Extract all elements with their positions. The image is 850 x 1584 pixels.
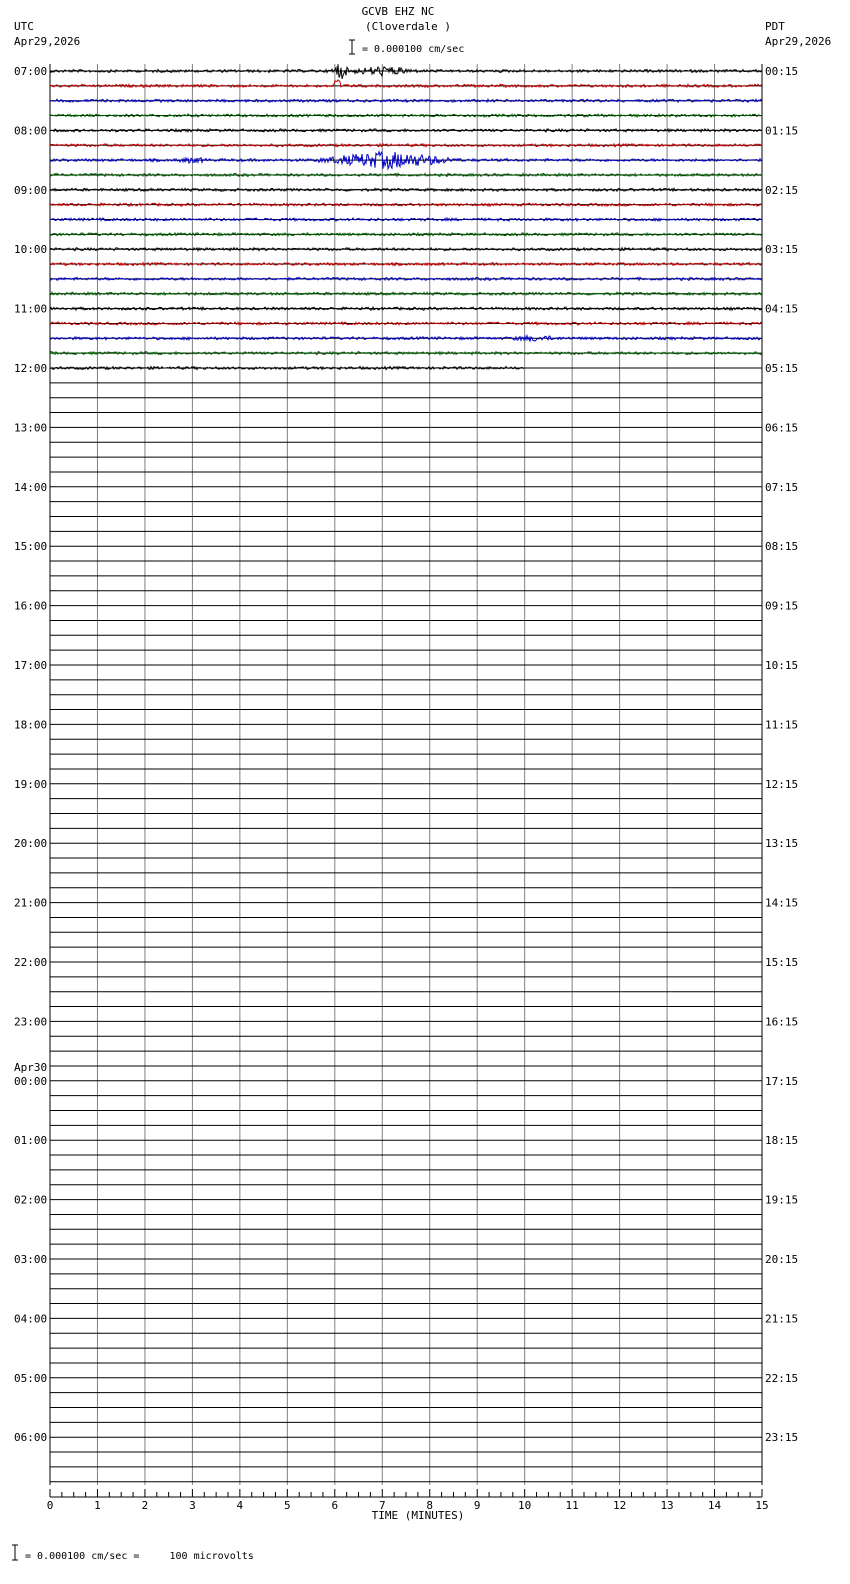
right-time-label: 05:15 — [765, 362, 799, 375]
x-tick-label: 13 — [660, 1499, 674, 1512]
right-time-label: 00:15 — [765, 65, 799, 78]
seismic-trace-row-0 — [50, 64, 762, 78]
left-time-label: 00:00 — [14, 1074, 48, 1088]
x-tick-label: 12 — [612, 1499, 627, 1512]
x-tick-label: 3 — [189, 1499, 196, 1512]
left-time-labels — [14, 65, 47, 1444]
right-time-label: 22:15 — [765, 1371, 799, 1385]
x-tick-label: 8 — [426, 1499, 434, 1512]
x-tick-label: 4 — [236, 1499, 244, 1512]
left-time-label: 15:00 — [14, 540, 48, 554]
left-time-label: 10:00 — [14, 243, 48, 257]
plot-grid — [50, 64, 762, 1485]
right-time-label: 10:15 — [765, 659, 799, 672]
left-time-label: 09:00 — [14, 183, 48, 197]
left-time-label: 20:00 — [14, 837, 48, 851]
right-zone: PDT — [765, 20, 785, 33]
left-time-label: 16:00 — [14, 599, 48, 613]
right-time-label: 06:15 — [765, 421, 799, 435]
right-time-label: 04:15 — [765, 302, 799, 316]
seismic-trace-row-7 — [50, 173, 762, 176]
station-title: GCVB EHZ NC — [361, 5, 435, 18]
right-time-label: 18:15 — [765, 1134, 799, 1148]
left-date-label: Apr30 — [14, 1060, 48, 1074]
x-tick-label: 6 — [331, 1499, 339, 1512]
footer-scale-text: = 0.000100 cm/sec = 100 microvolts — [25, 1551, 254, 1562]
x-tick-label: 15 — [755, 1499, 769, 1512]
right-time-label: 07:15 — [765, 480, 799, 494]
left-time-label: 14:00 — [14, 480, 48, 494]
right-time-label: 12:15 — [765, 777, 799, 791]
right-time-label: 17:15 — [765, 1074, 799, 1088]
left-zone: UTC — [14, 20, 34, 33]
right-time-label: 08:15 — [765, 540, 799, 554]
row-baselines — [50, 71, 762, 1482]
seismic-trace-row-11 — [50, 233, 762, 236]
right-time-label: 15:15 — [765, 956, 799, 969]
left-time-label: 19:00 — [14, 777, 48, 791]
left-time-label: 22:00 — [14, 956, 48, 969]
x-tick-label: 11 — [565, 1499, 579, 1512]
right-time-label: 21:15 — [765, 1312, 799, 1326]
x-tick-label: 14 — [707, 1499, 722, 1512]
station-location: (Cloverdale ) — [364, 20, 452, 33]
x-tick-label: 5 — [284, 1499, 291, 1512]
left-time-label: 06:00 — [14, 1431, 48, 1445]
footer-scale-icon — [12, 1545, 18, 1560]
right-time-label: 01:15 — [765, 124, 799, 138]
left-time-label: 08:00 — [14, 124, 48, 138]
left-time-label: 17:00 — [14, 659, 48, 672]
left-time-label: 01:00 — [14, 1134, 48, 1148]
left-date: Apr29,2026 — [14, 35, 81, 48]
x-tick-label: 1 — [94, 1499, 101, 1512]
right-time-label: 19:15 — [765, 1193, 799, 1207]
scale-text: = 0.000100 cm/sec — [362, 44, 465, 55]
left-time-label: 07:00 — [14, 65, 48, 78]
left-time-label: 11:00 — [14, 302, 48, 316]
left-time-label: 23:00 — [14, 1015, 48, 1029]
right-time-label: 13:15 — [765, 837, 799, 851]
right-time-labels — [765, 65, 798, 1444]
seismic-trace-row-4 — [50, 129, 762, 132]
x-tick-label: 9 — [473, 1499, 481, 1512]
left-time-label: 05:00 — [14, 1371, 48, 1385]
left-time-label: 21:00 — [14, 896, 48, 910]
x-tick-label: 0 — [46, 1499, 54, 1512]
right-date: Apr29,2026 — [765, 35, 832, 48]
left-time-label: 18:00 — [14, 718, 48, 732]
x-tick-label: 2 — [141, 1499, 149, 1512]
left-time-label: 04:00 — [14, 1312, 48, 1326]
left-time-label: 13:00 — [14, 421, 48, 435]
right-time-label: 02:15 — [765, 183, 799, 197]
right-time-label: 03:15 — [765, 243, 799, 257]
left-time-label: 12:00 — [14, 362, 48, 375]
right-time-label: 11:15 — [765, 718, 799, 732]
x-tick-label: 10 — [518, 1499, 532, 1512]
right-time-label: 20:15 — [765, 1253, 799, 1266]
right-time-label: 23:15 — [765, 1431, 799, 1445]
scale-bar-icon — [349, 40, 355, 54]
left-time-label: 03:00 — [14, 1253, 48, 1266]
right-time-label: 09:15 — [765, 599, 799, 613]
seismic-trace-row-10 — [50, 218, 762, 221]
right-time-label: 14:15 — [765, 896, 799, 910]
left-time-label: 02:00 — [14, 1193, 48, 1207]
x-axis-label: TIME (MINUTES) — [371, 1509, 465, 1522]
x-tick-label: 7 — [378, 1499, 386, 1512]
right-time-label: 16:15 — [765, 1015, 799, 1029]
